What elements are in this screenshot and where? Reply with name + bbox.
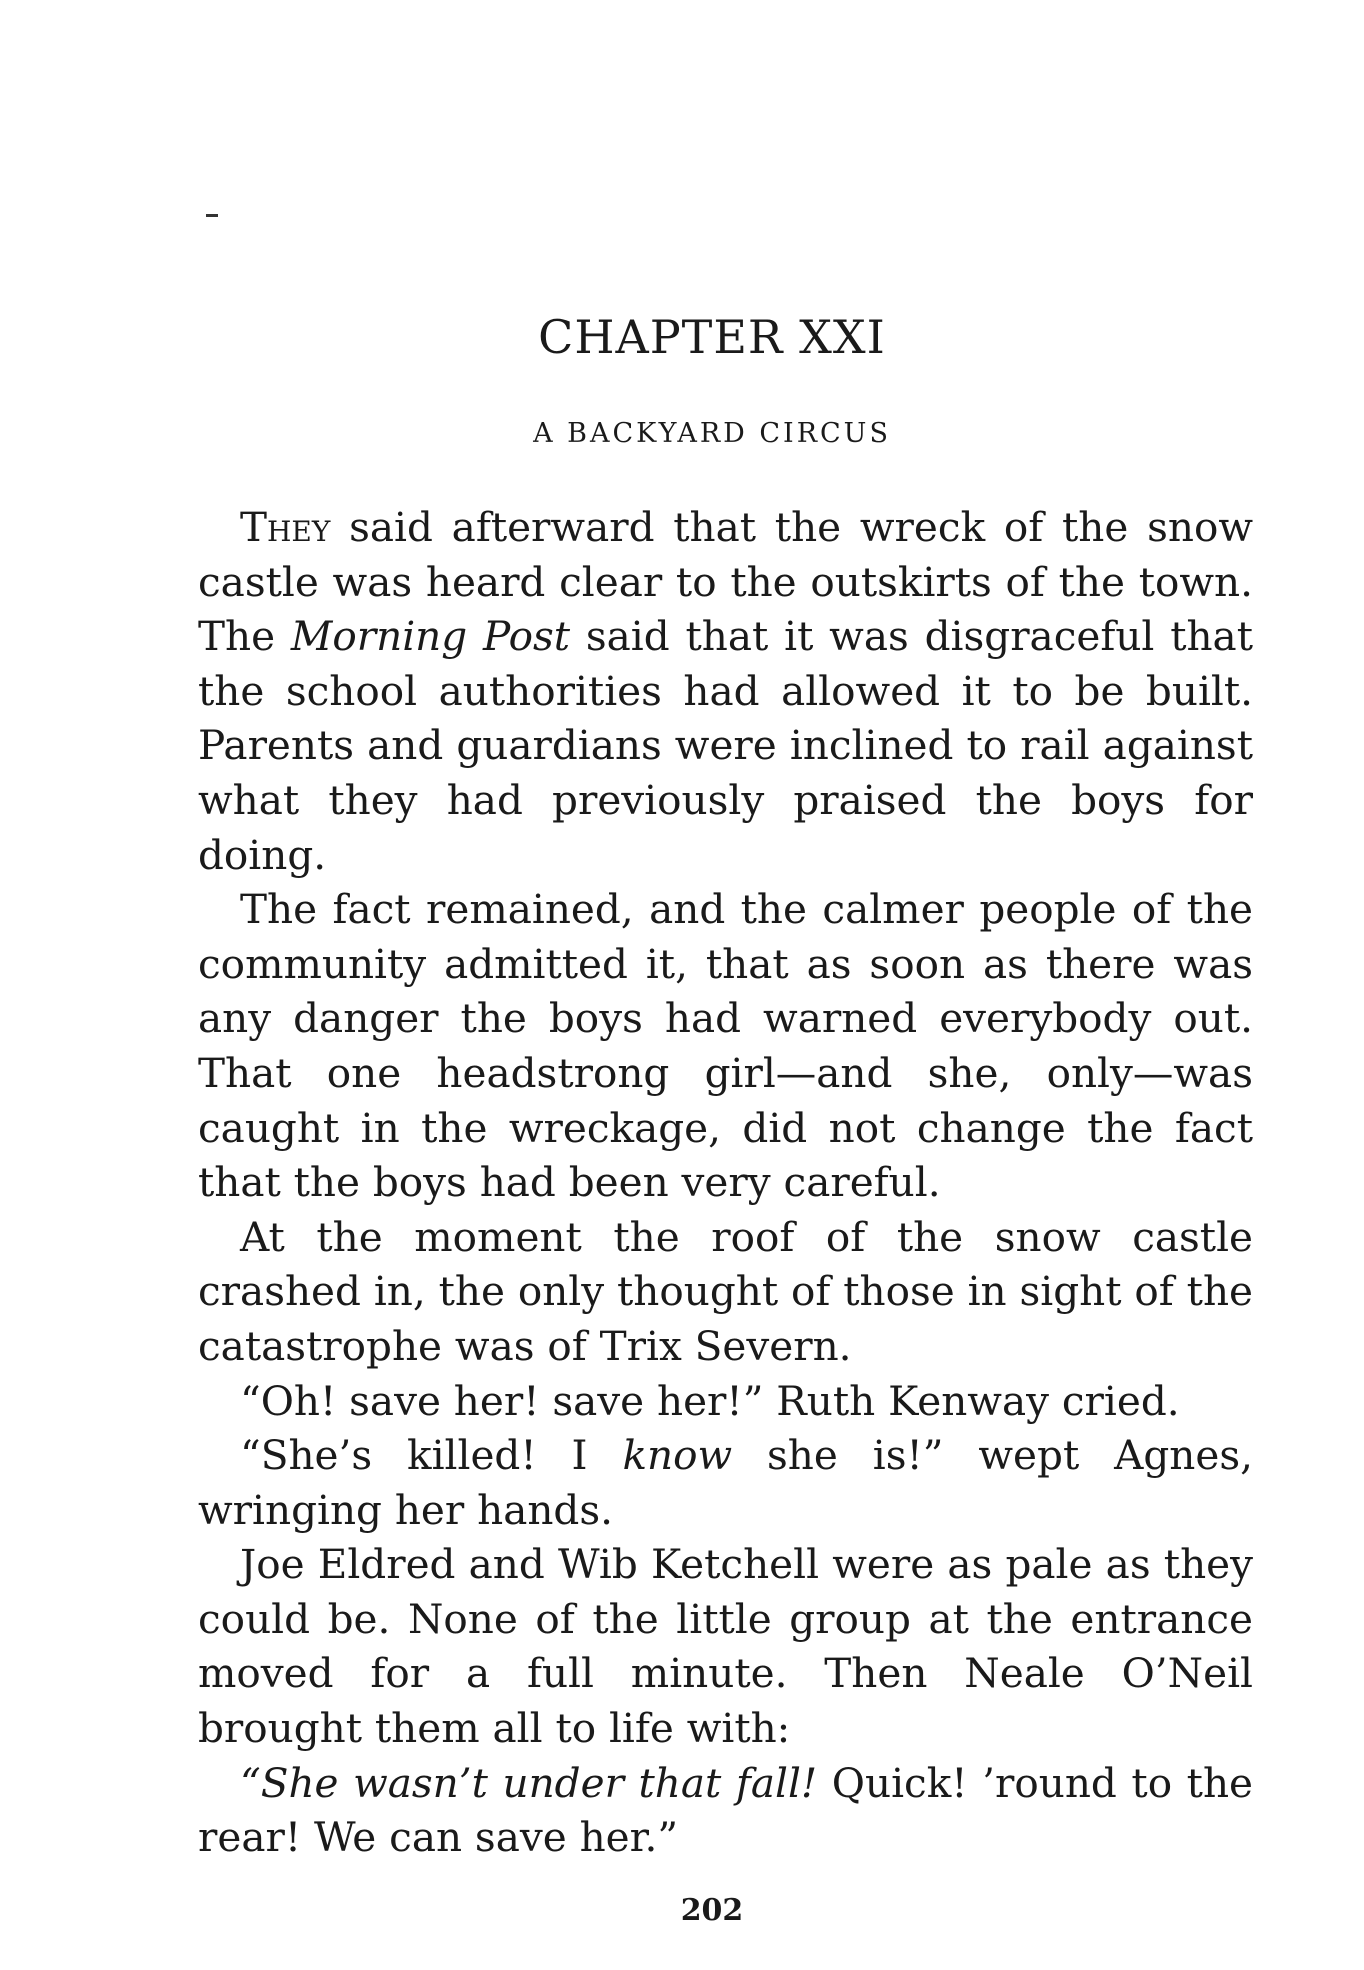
text-segment: Joe Eldred and Wib Ketchell were as pale as they could be. None of the little group at the entrance moved for a full minute. Then Neale O’Neil brought them all to life with: <box>198 1540 1253 1753</box>
page-number: 202 <box>680 1893 744 1928</box>
text-segment: said afterward that the wreck of the snow castle was heard clear to the outskirts of the town. The <box>198 503 1253 661</box>
text-segment: Quick! ’round to the rear! We can save her.” <box>198 1758 1253 1862</box>
paragraph <box>198 1756 1253 1865</box>
paragraph <box>198 1428 1253 1537</box>
paragraph <box>198 1374 1253 1429</box>
text-segment: “She’s killed! I <box>240 1431 623 1480</box>
text-segment: said that it was disgraceful that the school authorities had allowed it to be built. Parents and guardians were inclined to rail against what they had previously praised the boys for doing. <box>198 612 1253 879</box>
italic-text: know <box>622 1431 733 1480</box>
paragraph <box>198 500 1253 882</box>
smallcaps-text: They <box>240 503 331 551</box>
print-speck <box>206 214 218 217</box>
text-segment: she is!” wept Agnes, wringing her hands. <box>198 1431 1253 1534</box>
text-segment: “Oh! save her! save her!” Ruth Kenway cried. <box>240 1376 1180 1425</box>
paragraph <box>198 1210 1253 1374</box>
text-segment: At the moment the roof of the snow castle crashed in, the only thought of those in sight of the catastrophe was of Trix Severn. <box>198 1212 1253 1370</box>
text-segment: The fact remained, and the calmer people of the community admitted it, that as soon as there was any danger the boys had warned everybody out. That one headstrong girl—and she, only—was caught in the wreckage, did not change the fact that the boys had been very careful. <box>198 885 1253 1207</box>
chapter-subtitle: A BACKYARD CIRCUS <box>533 418 891 449</box>
chapter-title: CHAPTER XXI <box>538 310 886 364</box>
paragraph <box>198 882 1253 1210</box>
chapter-body <box>198 500 1253 1865</box>
italic-text: Morning Post <box>290 612 571 661</box>
paragraph <box>198 1537 1253 1755</box>
italic-text: “She wasn’t under that fall! <box>240 1758 818 1807</box>
